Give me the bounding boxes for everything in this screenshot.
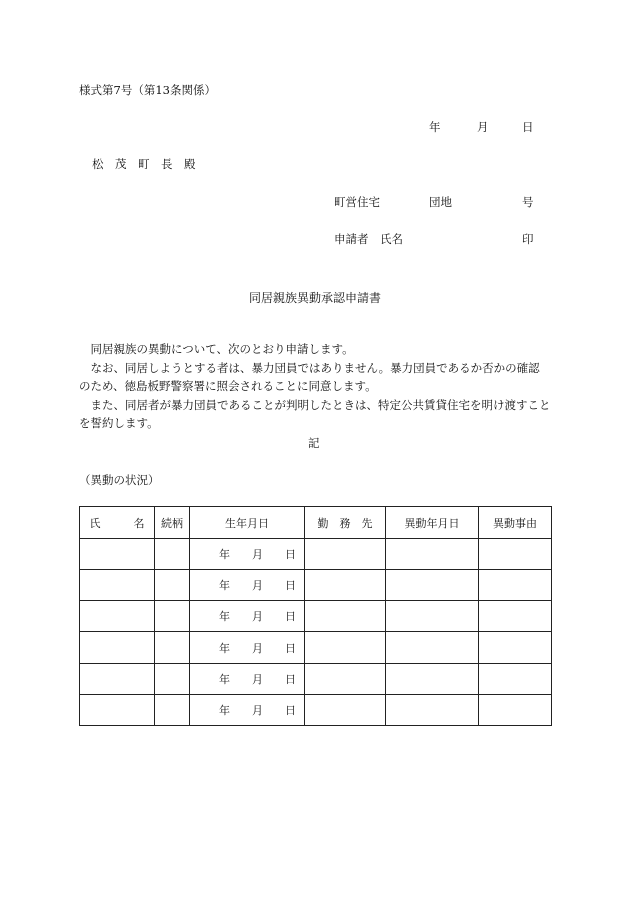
dob-month: 月 [252, 641, 263, 655]
name-cell[interactable] [80, 539, 155, 570]
housing-label: 町営住宅 [334, 195, 380, 209]
body-text [79, 340, 551, 433]
body-paragraph-1: 同居親族の異動について、次のとおり申請します。 [90, 342, 354, 356]
change-date-cell[interactable] [386, 539, 479, 570]
name-cell[interactable] [80, 632, 155, 663]
table-row [80, 601, 552, 632]
table-row [80, 694, 552, 725]
dob-day: 日 [285, 579, 296, 593]
workplace-cell[interactable] [305, 632, 386, 663]
applicant-label: 申請者 氏名 [334, 232, 403, 246]
table-row [80, 632, 552, 663]
header-change-date: 異動年月日 [386, 507, 479, 539]
workplace-cell[interactable] [305, 539, 386, 570]
workplace-cell[interactable] [305, 570, 386, 601]
dob-month: 月 [252, 579, 263, 593]
name-cell[interactable] [80, 663, 155, 694]
birthdate-cell[interactable] [190, 570, 305, 601]
dob-day: 日 [285, 703, 296, 717]
dob-day: 日 [285, 672, 296, 686]
change-date-cell[interactable] [386, 601, 479, 632]
dob-day: 日 [285, 548, 296, 562]
dob-month: 月 [252, 610, 263, 624]
relation-cell[interactable] [155, 694, 190, 725]
header-name: 氏 名 [80, 507, 155, 539]
seal-label: 印 [522, 232, 534, 246]
dob-day: 日 [285, 610, 296, 624]
change-status-table [79, 506, 552, 726]
birthdate-cell[interactable] [190, 663, 305, 694]
form-label: 様式第7号（第13条関係） [79, 83, 216, 97]
birthdate-cell[interactable] [190, 632, 305, 663]
change-reason-cell[interactable] [479, 570, 552, 601]
name-cell[interactable] [80, 694, 155, 725]
table-row [80, 570, 552, 601]
change-date-cell[interactable] [386, 632, 479, 663]
workplace-cell[interactable] [305, 694, 386, 725]
dob-month: 月 [252, 548, 263, 562]
dob-year: 年 [219, 641, 230, 655]
change-reason-cell[interactable] [479, 601, 552, 632]
relation-cell[interactable] [155, 632, 190, 663]
relation-cell[interactable] [155, 570, 190, 601]
body-paragraph-2: なお、同居しようとする者は、暴力団員ではありません。暴力団員であるか否かの確認のため、徳島板野警察署に照会されることに同意します。 [79, 360, 540, 393]
relation-cell[interactable] [155, 601, 190, 632]
document-title: 同居親族異動承認申請書 [249, 291, 382, 305]
name-cell[interactable] [80, 570, 155, 601]
change-reason-cell[interactable] [479, 694, 552, 725]
dob-year: 年 [219, 548, 230, 562]
relation-cell[interactable] [155, 539, 190, 570]
birthdate-cell[interactable] [190, 601, 305, 632]
dob-year: 年 [219, 672, 230, 686]
addressee: 松 茂 町 長 殿 [92, 157, 196, 171]
change-date-cell[interactable] [386, 694, 479, 725]
relation-cell[interactable] [155, 663, 190, 694]
date-day-label: 日 [522, 120, 534, 134]
section-label: （異動の状況） [79, 473, 160, 487]
gou-label: 号 [522, 195, 534, 209]
change-reason-cell[interactable] [479, 632, 552, 663]
header-change-reason: 異動事由 [479, 507, 552, 539]
header-relation: 続柄 [155, 507, 190, 539]
header-workplace: 勤 務 先 [305, 507, 386, 539]
change-date-cell[interactable] [386, 570, 479, 601]
dob-month: 月 [252, 672, 263, 686]
table-row [80, 663, 552, 694]
danchi-label: 団地 [429, 195, 452, 209]
change-reason-cell[interactable] [479, 663, 552, 694]
workplace-cell[interactable] [305, 663, 386, 694]
change-date-cell[interactable] [386, 663, 479, 694]
name-cell[interactable] [80, 601, 155, 632]
workplace-cell[interactable] [305, 601, 386, 632]
birthdate-cell[interactable] [190, 539, 305, 570]
dob-year: 年 [219, 610, 230, 624]
dob-year: 年 [219, 703, 230, 717]
dob-month: 月 [252, 703, 263, 717]
header-birthdate: 生年月日 [190, 507, 305, 539]
dob-day: 日 [285, 641, 296, 655]
dob-year: 年 [219, 579, 230, 593]
date-year-label: 年 [429, 120, 441, 134]
change-reason-cell[interactable] [479, 539, 552, 570]
ki-label: 記 [308, 436, 320, 450]
date-month-label: 月 [477, 120, 489, 134]
body-paragraph-3: また、同居者が暴力団員であることが判明したときは、特定公共賃貸住宅を明け渡すことを誓約します。 [79, 397, 551, 430]
birthdate-cell[interactable] [190, 694, 305, 725]
table-row [80, 539, 552, 570]
table-header-row [80, 507, 552, 539]
